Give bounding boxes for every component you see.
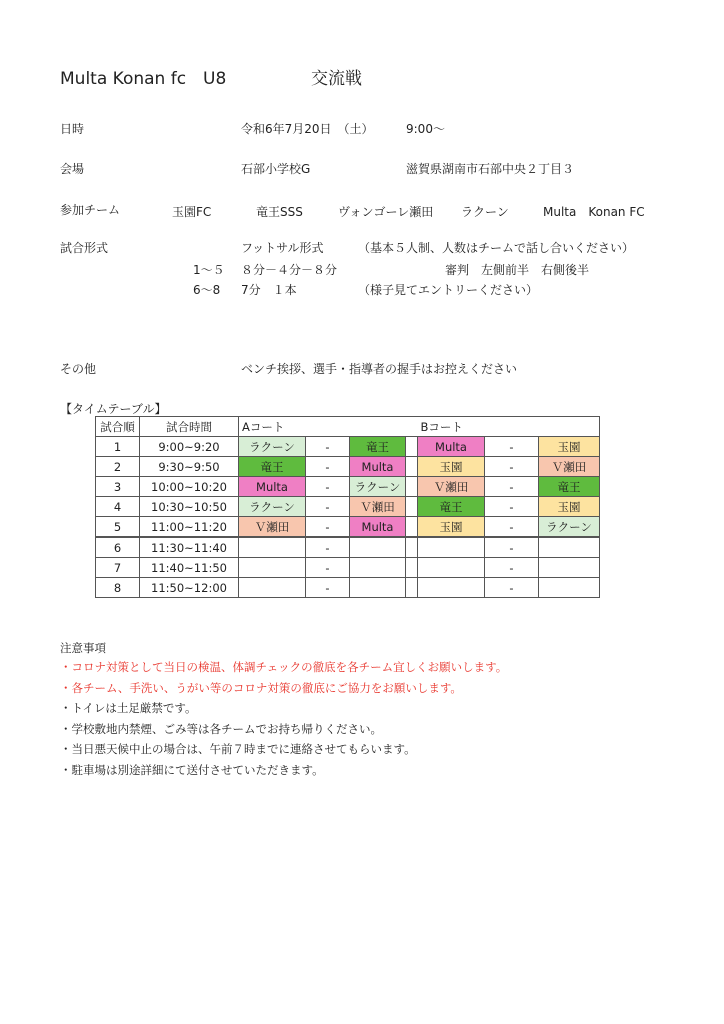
team-name: Multa Konan FC — [543, 205, 645, 219]
court-gap — [406, 578, 418, 598]
format-round2-note: （様子見てエントリーください） — [358, 283, 539, 297]
table-row — [96, 578, 600, 598]
court-b-dash: - — [485, 558, 539, 578]
team-title: Multa Konan fc U8 — [60, 69, 227, 89]
team-name: ラクーン — [461, 205, 509, 219]
date-label: 日時 — [60, 122, 85, 136]
timetable-title: 【タイムテーブル】 — [60, 402, 167, 416]
match-time: 9:30~9:50 — [140, 457, 239, 477]
court-b-dash: - — [485, 537, 539, 558]
court-b-dash: - — [485, 477, 539, 497]
court-b-dash: - — [485, 497, 539, 517]
table-row — [96, 558, 600, 578]
court-b-dash: - — [485, 517, 539, 538]
court-a-dash: - — [306, 497, 350, 517]
court-b-team1 — [418, 558, 485, 578]
timetable-header-row — [96, 417, 600, 437]
note-item: ・当日悪天候中止の場合は、午前７時までに連絡させてもらいます。 — [60, 742, 416, 756]
court-gap — [406, 537, 418, 558]
header-court-b: Bコート — [418, 417, 600, 437]
court-b-dash: - — [485, 578, 539, 598]
court-a-dash: - — [306, 517, 350, 538]
court-a-team1: ラクーン — [239, 497, 306, 517]
court-b-team2: 竜王 — [539, 477, 600, 497]
court-b-team2 — [539, 558, 600, 578]
court-a-team2: ラクーン — [350, 477, 406, 497]
court-gap — [406, 437, 418, 457]
match-order: 3 — [96, 477, 140, 497]
format-round2-range: 6～8 — [193, 283, 221, 297]
court-b-team2 — [539, 537, 600, 558]
court-gap — [406, 417, 418, 437]
event-title: 交流戦 — [311, 69, 362, 89]
court-a-team1: ラクーン — [239, 437, 306, 457]
match-time: 11:30~11:40 — [140, 537, 239, 558]
court-b-team2: Ｖ瀬田 — [539, 457, 600, 477]
note-item: ・各チーム、手洗い、うがい等のコロナ対策の徹底にご協力をお願いします。 — [60, 680, 462, 695]
court-a-team2 — [350, 558, 406, 578]
table-row — [96, 517, 600, 538]
header-order: 試合順 — [96, 417, 140, 437]
header-court-a: Aコート — [239, 417, 406, 437]
court-a-team1 — [239, 537, 306, 558]
table-row — [96, 497, 600, 517]
venue-value: 石部小学校G — [241, 162, 311, 176]
court-b-team2: ラクーン — [539, 517, 600, 538]
format-main: フットサル形式 — [241, 241, 324, 255]
court-a-dash: - — [306, 477, 350, 497]
match-order: 6 — [96, 537, 140, 558]
court-b-team1: Ｖ瀬田 — [418, 477, 485, 497]
venue-label: 会場 — [60, 162, 85, 176]
court-b-dash: - — [485, 457, 539, 477]
court-a-team1: 竜王 — [239, 457, 306, 477]
court-a-team1 — [239, 558, 306, 578]
court-b-dash: - — [485, 437, 539, 457]
note-item: ・学校敷地内禁煙、ごみ等は各チームでお持ち帰りください。 — [60, 721, 382, 736]
table-row — [96, 437, 600, 457]
court-b-team2: 玉園 — [539, 437, 600, 457]
match-order: 5 — [96, 517, 140, 538]
court-gap — [406, 477, 418, 497]
format-round1-time: ８分－４分－８分 — [241, 263, 338, 277]
court-a-team2: Multa — [350, 517, 406, 538]
court-a-dash: - — [306, 437, 350, 457]
team-name: 竜王SSS — [256, 205, 303, 219]
timetable — [95, 416, 600, 598]
court-a-team1: Ｖ瀬田 — [239, 517, 306, 538]
court-a-team2 — [350, 537, 406, 558]
court-a-team2: Ｖ瀬田 — [350, 497, 406, 517]
format-round1-range: 1～５ — [193, 263, 225, 277]
match-order: 4 — [96, 497, 140, 517]
match-time: 11:40~11:50 — [140, 558, 239, 578]
court-a-dash: - — [306, 457, 350, 477]
court-gap — [406, 558, 418, 578]
time-value: 9:00～ — [406, 122, 445, 136]
match-time: 9:00~9:20 — [140, 437, 239, 457]
table-row — [96, 537, 600, 558]
court-gap — [406, 457, 418, 477]
note-item: ・コロナ対策として当日の検温、体調チェックの徹底を各チーム宜しくお願いします。 — [60, 660, 508, 674]
court-gap — [406, 517, 418, 538]
format-round1-referee: 審判 左側前半 右側後半 — [445, 263, 590, 277]
court-a-dash: - — [306, 558, 350, 578]
court-b-team2 — [539, 578, 600, 598]
note-item: ・トイレは土足厳禁です。 — [60, 701, 197, 715]
header-time: 試合時間 — [140, 417, 239, 437]
court-gap — [406, 497, 418, 517]
court-b-team1 — [418, 578, 485, 598]
court-b-team1: 玉園 — [418, 457, 485, 477]
court-a-team1: Multa — [239, 477, 306, 497]
match-time: 10:30~10:50 — [140, 497, 239, 517]
court-a-team1 — [239, 578, 306, 598]
court-b-team1 — [418, 537, 485, 558]
court-b-team2: 玉園 — [539, 497, 600, 517]
format-round2-time: 7分 １本 — [241, 283, 297, 297]
table-row — [96, 477, 600, 497]
court-a-dash: - — [306, 537, 350, 558]
court-a-dash: - — [306, 578, 350, 598]
note-item: ・駐車場は別途詳細にて送付させていただきます。 — [60, 762, 324, 777]
court-b-team1: 玉園 — [418, 517, 485, 538]
match-order: 8 — [96, 578, 140, 598]
team-name: ヴォンゴーレ瀬田 — [338, 205, 434, 219]
format-label: 試合形式 — [60, 241, 109, 255]
court-a-team2 — [350, 578, 406, 598]
other-value: ベンチ挨拶、選手・指導者の握手はお控えください — [241, 362, 518, 376]
court-b-team1: 竜王 — [418, 497, 485, 517]
team-name: 玉園FC — [172, 205, 212, 219]
match-time: 11:50~12:00 — [140, 578, 239, 598]
court-a-team2: 竜王 — [350, 437, 406, 457]
other-label: その他 — [60, 362, 97, 376]
match-order: 7 — [96, 558, 140, 578]
venue-address: 滋賀県湖南市石部中央２丁目３ — [406, 162, 575, 176]
format-note: （基本５人制、人数はチームで話し合いください） — [358, 241, 635, 255]
court-a-team2: Multa — [350, 457, 406, 477]
court-b-team1: Multa — [418, 437, 485, 457]
match-time: 10:00~10:20 — [140, 477, 239, 497]
match-order: 2 — [96, 457, 140, 477]
match-order: 1 — [96, 437, 140, 457]
date-value: 令和6年7月20日 （土） — [241, 122, 374, 136]
table-row — [96, 457, 600, 477]
match-time: 11:00~11:20 — [140, 517, 239, 538]
notes-heading: 注意事項 — [60, 641, 106, 655]
teams-label: 参加チーム — [60, 203, 121, 217]
